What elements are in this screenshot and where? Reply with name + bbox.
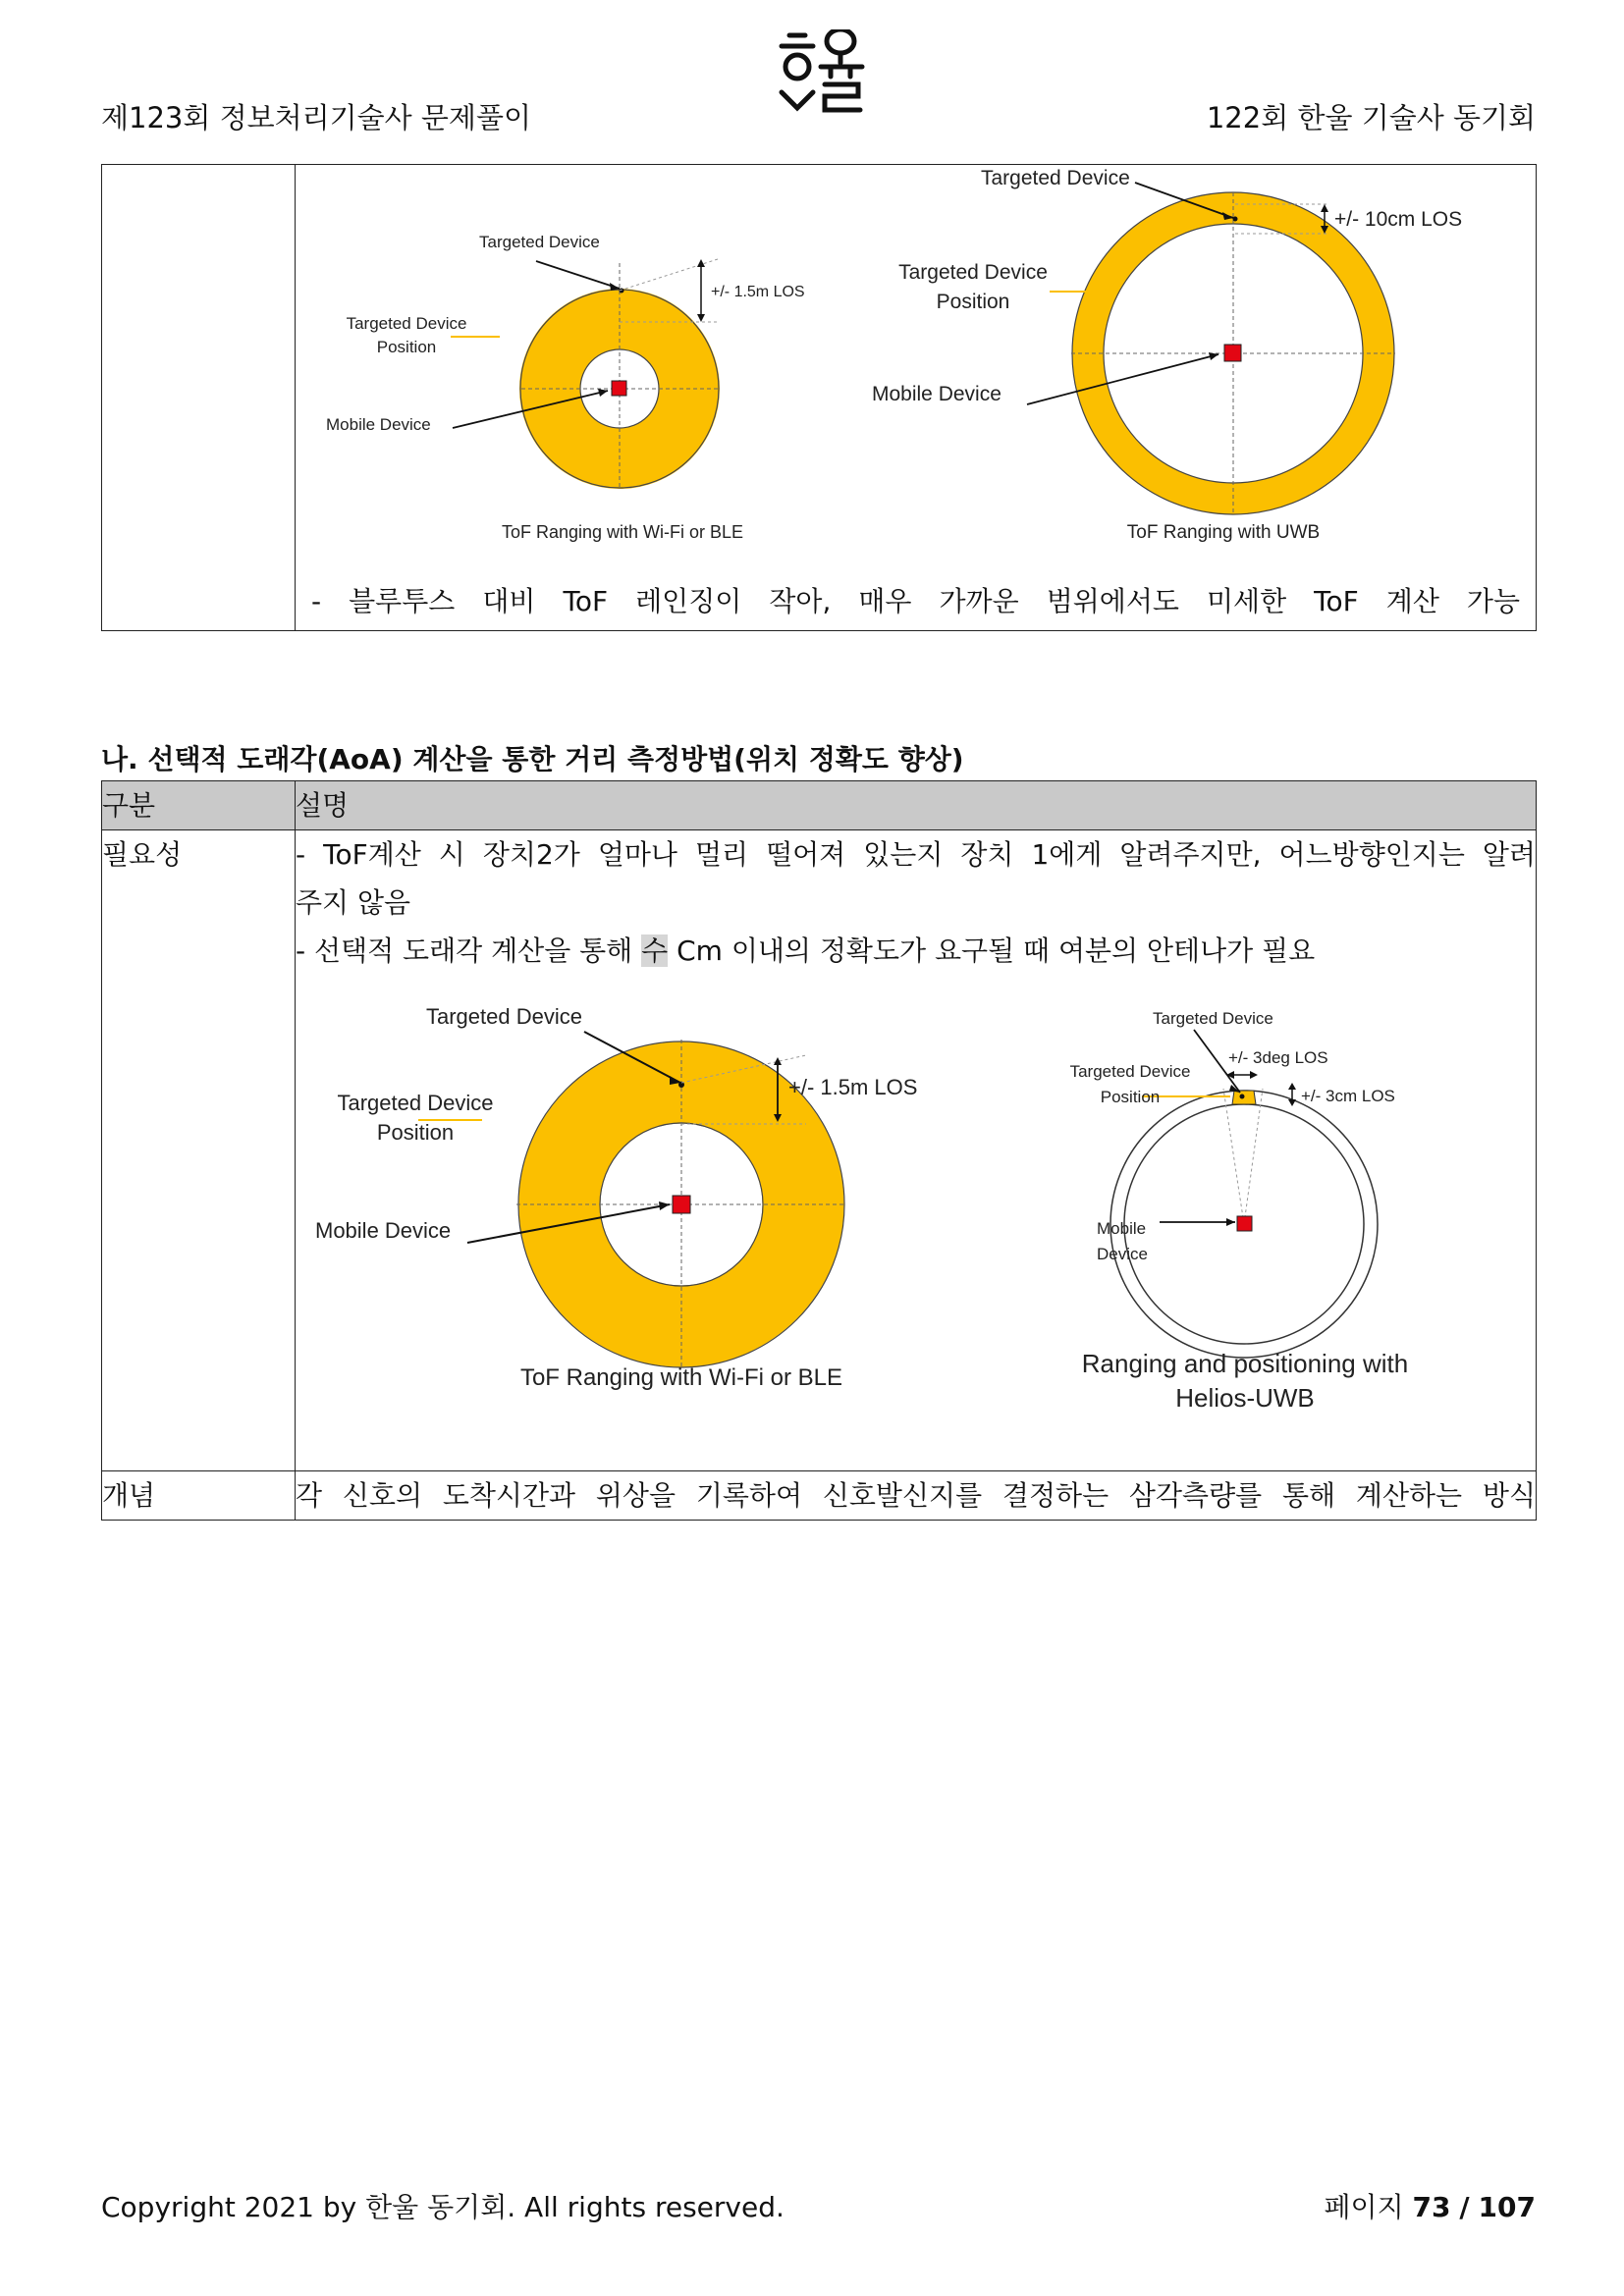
helios-uwb-diagram bbox=[1070, 1009, 1409, 1413]
highlighted-word: 수 bbox=[641, 934, 669, 967]
necessity-line-1: - ToF계산 시 장치2가 얼마나 멀리 떨어져 있는지 장치 1에게 알려주지만, 어느방향인지는 알려 bbox=[296, 838, 1536, 871]
wifi-ble-large-diagram bbox=[315, 1004, 917, 1391]
necessity-line-3 bbox=[296, 927, 1536, 975]
necessity-line-3-b: Cm 이내의 정확도가 요구될 때 여분의 안테나가 필요 bbox=[668, 934, 1316, 967]
aoa-comparison-figure bbox=[296, 975, 1503, 1436]
helios-position-label-1: Targeted Device bbox=[1069, 1062, 1191, 1081]
uwb-mobile-label: Mobile Device bbox=[872, 383, 1001, 405]
page-separator: / bbox=[1459, 2191, 1470, 2223]
table-row-necessity bbox=[102, 830, 1537, 1471]
uwb-targeted-device-label: Targeted Device bbox=[981, 167, 1130, 189]
bluetooth-comparison-note: - 블루투스 대비 ToF 레인징이 작아, 매우 가까운 범위에서도 미세한 ToF 계산 가능 bbox=[311, 585, 1520, 617]
helios-mobile-label-2: Device bbox=[1097, 1245, 1148, 1263]
uwb-position-label-2: Position bbox=[936, 291, 1010, 313]
footer-page-number bbox=[1324, 2186, 1536, 2225]
header-left-title: 제123회 정보처리기술사 문제풀이 bbox=[101, 101, 531, 134]
wifi-large-position-label-1: Targeted Device bbox=[337, 1091, 494, 1115]
aoa-table bbox=[101, 780, 1537, 1521]
helios-targeted-device-label: Targeted Device bbox=[1153, 1009, 1273, 1028]
wifi-large-targeted-device-label: Targeted Device bbox=[426, 1004, 582, 1029]
row-label-concept: 개념 bbox=[102, 1471, 296, 1521]
helios-deg-los-label: +/- 3deg LOS bbox=[1228, 1048, 1328, 1067]
wifi-large-caption: ToF Ranging with Wi-Fi or BLE bbox=[519, 1364, 843, 1391]
wifi-large-position-label-2: Position bbox=[376, 1120, 455, 1145]
wifi-large-mobile-label: Mobile Device bbox=[315, 1218, 452, 1243]
uwb-diagram bbox=[872, 167, 1462, 543]
wifi-mobile-label: Mobile Device bbox=[326, 415, 431, 434]
table-header-row bbox=[102, 781, 1537, 830]
header-col-description: 설명 bbox=[296, 781, 1537, 830]
row-content-concept: 각 신호의 도착시간과 위상을 기록하여 신호발신지를 결정하는 삼각측량를 통해 계산하는 방식 bbox=[296, 1471, 1537, 1521]
header-right-title: 122회 한울 기술사 동기회 bbox=[1206, 101, 1536, 134]
section-title-aoa: 나. 선택적 도래각(AoA) 계산을 통한 거리 측정방법(위치 정확도 향상) bbox=[101, 743, 964, 775]
hanul-logo bbox=[776, 29, 874, 133]
uwb-position-label-1: Targeted Device bbox=[898, 261, 1048, 284]
necessity-line-3-a: - 선택적 도래각 계산을 통해 bbox=[296, 934, 642, 967]
uwb-caption: ToF Ranging with UWB bbox=[1126, 522, 1321, 543]
page-total: 107 bbox=[1478, 2191, 1536, 2223]
helios-caption-1: Ranging and positioning with bbox=[1081, 1349, 1409, 1378]
helios-position-label-2: Position bbox=[1100, 1088, 1161, 1106]
row-content-necessity bbox=[296, 830, 1537, 1471]
wifi-los-label: +/- 1.5m LOS bbox=[711, 284, 805, 300]
page-label: 페이지 bbox=[1324, 2191, 1404, 2223]
header-col-category: 구분 bbox=[102, 781, 296, 830]
row-label-necessity: 필요성 bbox=[102, 830, 296, 1471]
wifi-position-label-1: Targeted Device bbox=[346, 314, 467, 333]
page-current: 73 bbox=[1412, 2191, 1451, 2223]
tof-comparison-figure bbox=[296, 165, 1535, 579]
uwb-los-label: +/- 10cm LOS bbox=[1334, 208, 1463, 231]
continuation-table bbox=[101, 164, 1537, 631]
table-row-concept bbox=[102, 1471, 1537, 1521]
necessity-line-2: 주지 않음 bbox=[296, 886, 411, 919]
footer-copyright: Copyright 2021 by 한울 동기회. All rights reserved. bbox=[101, 2191, 785, 2223]
wifi-large-los-label: +/- 1.5m LOS bbox=[788, 1075, 918, 1099]
wifi-caption: ToF Ranging with Wi-Fi or BLE bbox=[501, 522, 744, 542]
wifi-position-label-2: Position bbox=[376, 338, 437, 356]
wifi-targeted-device-label: Targeted Device bbox=[479, 233, 600, 251]
empty-label-cell bbox=[102, 165, 296, 631]
helios-cm-los-label: +/- 3cm LOS bbox=[1301, 1087, 1395, 1105]
wifi-ble-diagram bbox=[326, 233, 805, 542]
figure-cell bbox=[296, 165, 1537, 631]
helios-caption-2: Helios-UWB bbox=[1175, 1383, 1315, 1413]
helios-mobile-label-1: Mobile bbox=[1097, 1219, 1147, 1238]
